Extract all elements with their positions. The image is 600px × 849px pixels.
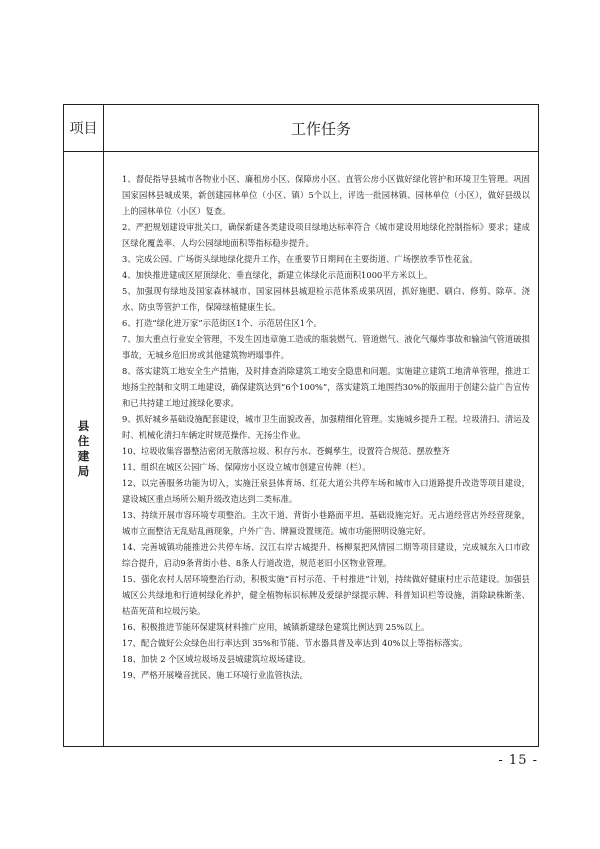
task-item: 13、持续开展市容环境专项整治。主次干道、背街小巷路面平坦、基础设施完好。无占道经营店外经营现象，城市立面整洁无乱贴乱画现象，户外广告、牌匾设置规范。城市功能照明设施完好。	[122, 510, 530, 536]
task-item: 14、完善城镇功能推进公共停车场、汉江右岸古城提升、杨柳泵把风情园二期等项目建设，完成城东入口市政综合提升，启动9条背街小巷、8条人行道改造，规范老旧小区物业管理。	[122, 542, 530, 568]
task-item: 3、完成公园、广场街头绿地绿化提升工作，在重要节日期间在主要街道、广场摆放季节性花盆。	[122, 254, 478, 264]
task-list	[104, 152, 538, 683]
task-item: 7、加大重点行业安全管理，不发生因违章施工造成的瓶装燃气、管道燃气、液化气爆炸事故和输油气管道破损事故，无城乡危旧房或其他建筑物坍塌事件。	[122, 334, 530, 360]
task-item: 6、打造“绿化进万家”示范街区1个、示范居住区1个。	[122, 318, 322, 328]
header-work-task: 工作任务	[104, 105, 539, 152]
header-project: 项目	[64, 105, 104, 152]
page-number: - 15 -	[498, 753, 538, 768]
table-header-row	[64, 105, 539, 152]
category-cell	[64, 152, 104, 747]
task-item: 10、垃圾收集容器整洁密闭无散落垃圾、积存污水、苍蝇孳生，设置符合规范、摆放整齐	[122, 446, 450, 456]
task-item: 5、加强现有绿地及国家森林城市、国家园林县城迎检示范体系成果巩固，抓好施肥、刷白、修剪、除草、浇水、防虫等管护工作，保障绿植健康生长。	[122, 286, 530, 312]
table-body-row	[64, 152, 539, 747]
task-item: 11、组织在城区公园广场、保障房小区设立城市创建宣传牌（栏）。	[122, 462, 371, 472]
task-item: 16、积极推进节能环保建筑材料推广应用，城镇新建绿色建筑比例达到 25%以上。	[122, 622, 430, 632]
task-item: 1、督促指导县城市各物业小区、廉租房小区、保障房小区、直管公房小区做好绿化管护和环境卫生管理。巩固国家园林县城成果，新创建园林单位（小区、镇）5个以上，评选一批园林镇、园林单位（小区），做好县级以上的园林单位（小区）复查。	[122, 174, 530, 216]
task-item: 17、配合做好公众绿色出行率达到 35%和节能、节水器具普及率达到 40%以上等指标落实。	[122, 638, 468, 648]
task-item: 15、强化农村人居环境整治行动，积极实施“百村示范、千村推进”计划，持续做好健康村庄示范建设。加强县城区公共绿地和行道树绿化养护，健全植物标识标牌及爱绿护绿提示牌、科普知识栏等设施，消除缺株断垄、枯苗死苗和垃圾污染。	[122, 574, 530, 616]
task-item: 19、严格开展噪音扰民、施工环境行业监管执法。	[122, 670, 308, 680]
task-item: 18、加快 2 个区域垃圾场及县城建筑垃圾场建设。	[122, 654, 311, 664]
category-label: 县住建局	[77, 419, 90, 478]
task-item: 8、落实建筑工地安全生产措施，及时排查消除建筑工地安全隐患和问题。实施建立建筑工地清单管理，推进工地扬尘控制和文明工地建设，确保建筑达到“6个100%”，落实建筑工地围挡30%的版面用于创建公益广告宣传和已共持建工地过渡绿化要求。	[122, 366, 530, 408]
task-item: 2、严把规划建设审批关口，确保新建各类建设项目绿地达标率符合《城市建设用地绿化控制指标》要求；建成区绿化覆盖率、人均公园绿地面积等指标稳步提升。	[122, 222, 530, 248]
task-item: 4、加快推进建成区屋顶绿化、垂直绿化，新建立体绿化示范面积1000平方米以上。	[122, 270, 433, 280]
task-item: 12、以完善服务功能为切入，实施汪泉县体育场、红花大道公共停车场和城市入口道路提升改造等项目建设，建设城区重点场所公厕升级改造达到二类标准。	[122, 478, 530, 504]
task-cell	[104, 152, 539, 747]
work-task-table	[63, 104, 539, 747]
task-item: 9、抓好城乡基础设施配套建设，城市卫生面貌改善，加强精细化管理。实施城乡提升工程。垃圾清扫、清运及时、机械化清扫车辆定时规范操作、无扬尘作业。	[122, 414, 530, 440]
